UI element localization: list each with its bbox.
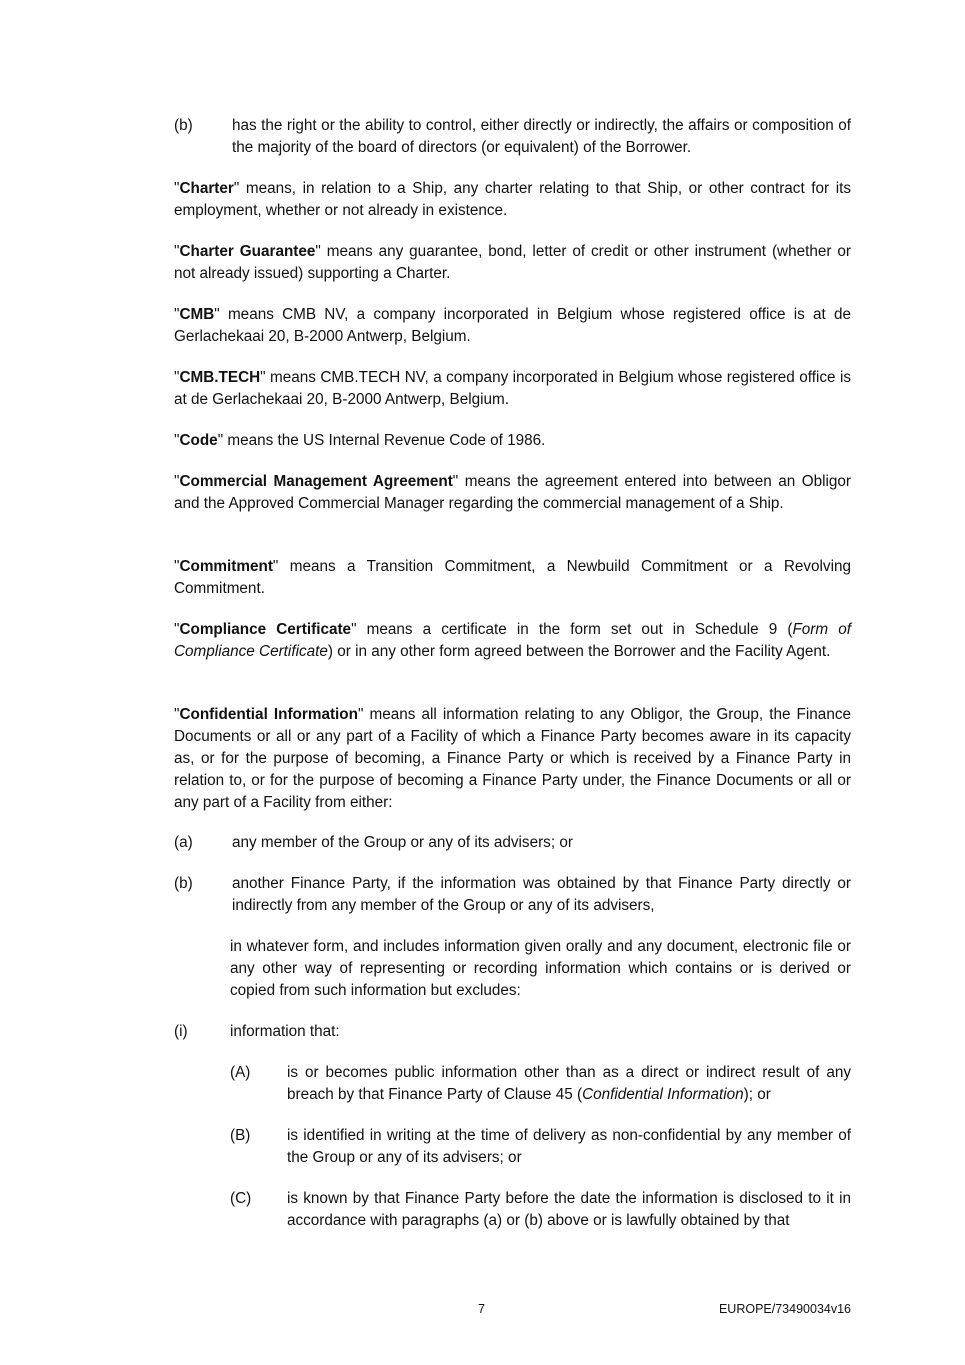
- definition-compliance-certificate: "Compliance Certificate" means a certificate in the form set out in Schedule 9 (Form of Compliance Certificate) or in any other form agreed between the Borrower and the Facility Agent.: [174, 621, 851, 660]
- definition-text: means all information relating to any Obligor, the Group, the Finance Documents or all or any part of a Facility of which a Finance Party becomes aware in its capacity as, or for the purpose of becoming, a Finance Party or which is received by a Finance Party in relation to, or for the purpose of becoming a Finance Party under, the Finance Documents or all or any part of a Facility from either:: [174, 706, 851, 811]
- definition-charter-guarantee: "Charter Guarantee" means any guarantee, bond, letter of credit or other instrument (whether or not already issued) supporting a Charter.: [174, 243, 851, 282]
- definition-text: means a Transition Commitment, a Newbuild Commitment or a Revolving Commitment.: [174, 558, 851, 597]
- definition-commercial-management-agreement: "Commercial Management Agreement" means the agreement entered into between an Obligor and the Approved Commercial Manager regarding the commercial management of a Ship.: [174, 473, 852, 512]
- clause-text: any member of the Group or any of its advisers; or: [232, 834, 573, 851]
- definition-term: Compliance Certificate: [179, 621, 352, 638]
- definition-term: Commitment: [179, 558, 273, 575]
- definition-cmb-tech: "CMB.TECH" means CMB.TECH NV, a company incorporated in Belgium whose registered office is at de Gerlachekaai 20, B-2000 Antwerp, Belgium.: [174, 369, 851, 408]
- definition-italic: Form of Compliance Certificate: [174, 621, 851, 660]
- definition-term: CMB: [179, 306, 215, 323]
- clause-label: (B): [230, 1127, 251, 1144]
- definition-charter: "Charter" means, in relation to a Ship, any charter relating to that Ship, or other contract for its employment, whether or not already in existence.: [174, 180, 851, 219]
- document-reference: EUROPE/73490034v16: [718, 1302, 851, 1316]
- definition-commitment: "Commitment" means a Transition Commitment, a Newbuild Commitment or a Revolving Commitment.: [174, 558, 851, 597]
- clause-text: another Finance Party, if the information was obtained by that Finance Party directly or indirectly from any member of the Group or any of its advisers,: [232, 875, 851, 914]
- clause-label: (b): [174, 117, 193, 134]
- clause-text: has the right or the ability to control, either directly or indirectly, the affairs or composition of the majority of the board of directors (or equivalent) of the Borrower.: [232, 117, 851, 156]
- clause-italic: Confidential Information: [582, 1086, 744, 1103]
- clause-label: (C): [230, 1190, 252, 1207]
- definition-text: means the US Internal Revenue Code of 1986.: [223, 432, 546, 449]
- definition-term: Charter Guarantee: [179, 243, 316, 260]
- clause-text-part: ); or: [743, 1086, 771, 1103]
- clause-text-part: is or becomes public information other than as a direct or indirect result of any breach by that Finance Party of Clause 45 (: [287, 1064, 851, 1103]
- definition-text: ) or in any other form agreed between the Borrower and the Facility Agent.: [327, 643, 831, 660]
- continuation-text: in whatever form, and includes information given orally and any document, electronic file or any other way of representing or recording information which contains or is derived or copied from such information but excludes:: [230, 938, 851, 999]
- definition-text: means CMB NV, a company incorporated in Belgium whose registered office is at de Gerlachekaai 20, B-2000 Antwerp, Belgium.: [174, 306, 851, 345]
- clause-text: information that:: [230, 1023, 340, 1040]
- definition-term: Code: [179, 432, 218, 449]
- clause-text: [287, 1062, 851, 1106]
- clause-label: (b): [174, 875, 193, 892]
- clause-label: (i): [174, 1023, 188, 1040]
- definition-text: means the agreement entered into between an Obligor and the Approved Commercial Manager regarding the commercial management of a Ship.: [174, 473, 852, 512]
- definition-term: Confidential Information: [179, 706, 358, 723]
- clause-text: is identified in writing at the time of delivery as non-confidential by any member of the Group or any of its advisers; or: [287, 1127, 851, 1166]
- definition-confidential-information: "Confidential Information" means all information relating to any Obligor, the Group, the Finance Documents or all or any part of a Facility of which a Finance Party becomes aware in its capacity as, or for the purpose of becoming, a Finance Party or which is received by a Finance Party in relation to, or for the purpose of becoming a Finance Party under, the Finance Documents or all or any part of a Facility from either:: [174, 706, 851, 811]
- clause-text: is known by that Finance Party before the date the information is disclosed to it in accordance with paragraphs (a) or (b) above or is lawfully obtained by that: [287, 1190, 851, 1229]
- page-number: 7: [478, 1302, 485, 1316]
- definition-text: means a certificate in the form set out in Schedule 9 (: [356, 621, 793, 638]
- definition-term: Commercial Management Agreement: [179, 473, 453, 490]
- clause-label: (A): [230, 1064, 251, 1081]
- definition-text: means any guarantee, bond, letter of credit or other instrument (whether or not already issued) supporting a Charter.: [174, 243, 851, 282]
- definition-term: CMB.TECH: [179, 369, 261, 386]
- clause-label: (a): [174, 834, 193, 851]
- definition-cmb: "CMB" means CMB NV, a company incorporated in Belgium whose registered office is at de Gerlachekaai 20, B-2000 Antwerp, Belgium.: [174, 306, 851, 345]
- definition-text: means, in relation to a Ship, any charter relating to that Ship, or other contract for its employment, whether or not already in existence.: [174, 180, 851, 219]
- definition-term: Charter: [179, 180, 234, 197]
- definition-text: means CMB.TECH NV, a company incorporated in Belgium whose registered office is at de Gerlachekaai 20, B-2000 Antwerp, Belgium.: [174, 369, 851, 408]
- definition-code: "Code" means the US Internal Revenue Code of 1986.: [174, 432, 546, 449]
